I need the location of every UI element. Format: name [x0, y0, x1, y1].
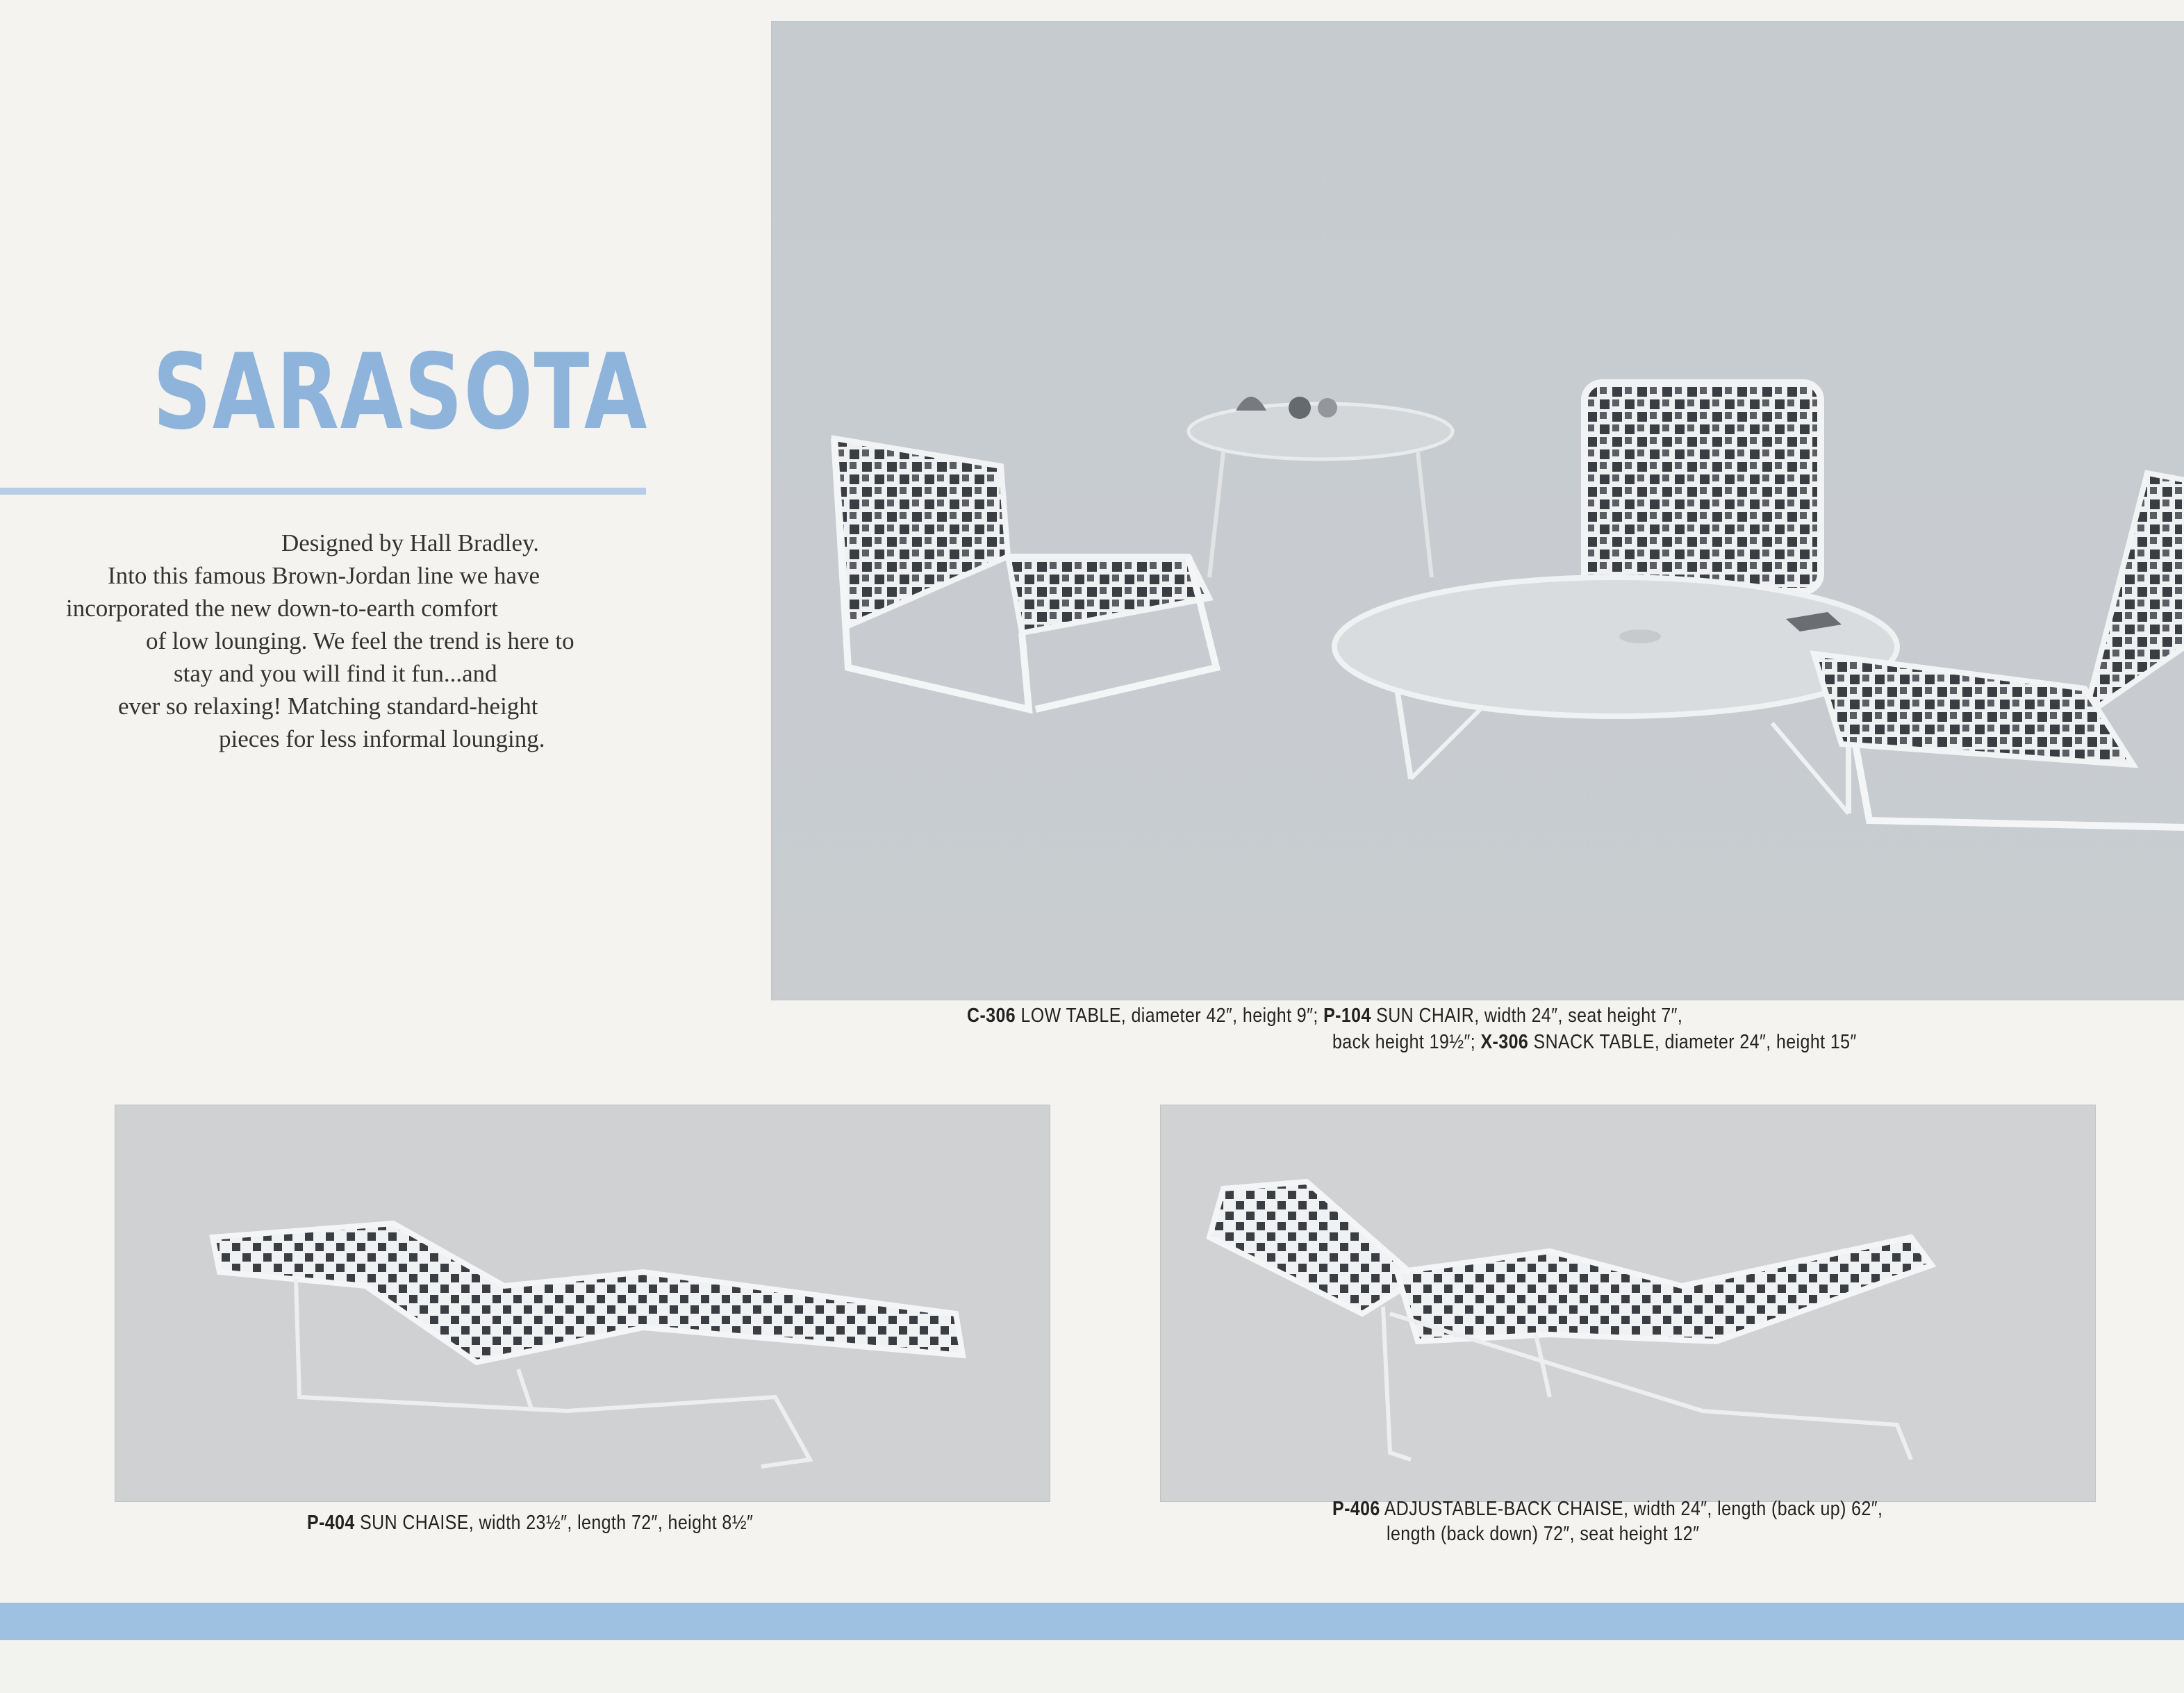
adjustable-chaise-photo [1160, 1105, 2096, 1502]
product-code-p404: P-404 [307, 1512, 355, 1534]
intro-line-5: stay and you will find it fun...and [174, 660, 497, 687]
product-code-p104: P-104 [1323, 1005, 1371, 1027]
intro-line-7: pieces for less informal lounging. [219, 725, 545, 752]
caption-text: SNACK TABLE, diameter 24″, height 15″ [1528, 1031, 1857, 1053]
adjustable-chaise-caption-line-1 [1332, 1498, 1883, 1521]
intro-line-1: Designed by Hall Bradley. [281, 529, 539, 556]
caption-text: back height 19½″; [1332, 1031, 1481, 1053]
sun-chaise-photo [115, 1105, 1050, 1502]
caption-text: length (back down) 72″, seat height 12″ [1387, 1523, 1700, 1545]
bottom-accent-band [0, 1603, 2184, 1640]
main-photo-illustration [772, 22, 2184, 1000]
title-rule [0, 488, 646, 495]
caption-text: LOW TABLE, diameter 42″, height 9″; [1016, 1005, 1324, 1027]
caption-text: SUN CHAIR, width 24″, seat height 7″, [1371, 1005, 1683, 1027]
product-code-p406: P-406 [1332, 1498, 1380, 1520]
adjustable-chaise-illustration [1161, 1105, 2095, 1501]
sun-chair-back-icon [1585, 383, 1821, 591]
bottom-page-edge [0, 1640, 2184, 1693]
main-photo [771, 21, 2184, 1000]
main-photo-caption-line-1 [967, 1005, 1682, 1027]
intro-line-2: Into this famous Brown-Jordan line we have [108, 562, 540, 589]
sun-chaise-caption [307, 1512, 753, 1535]
caption-text: SUN CHAISE, width 23½″, length 72″, height 8½″ [354, 1512, 754, 1534]
page-title: SARASOTA [153, 332, 648, 453]
caption-text: ADJUSTABLE-BACK CHAISE, width 24″, length (back up) 62″, [1380, 1498, 1883, 1520]
adjustable-chaise-caption-line-2 [1387, 1523, 1699, 1546]
intro-line-6: ever so relaxing! Matching standard-height [118, 693, 538, 720]
product-code-c306: C-306 [967, 1005, 1016, 1027]
product-code-x306: X-306 [1480, 1031, 1529, 1053]
intro-line-3: incorporated the new down-to-earth comfort [66, 595, 498, 622]
sun-chaise-illustration [115, 1105, 1050, 1501]
main-photo-caption-line-2 [1332, 1031, 1857, 1054]
intro-line-4: of low lounging. We feel the trend is here to [146, 627, 574, 654]
